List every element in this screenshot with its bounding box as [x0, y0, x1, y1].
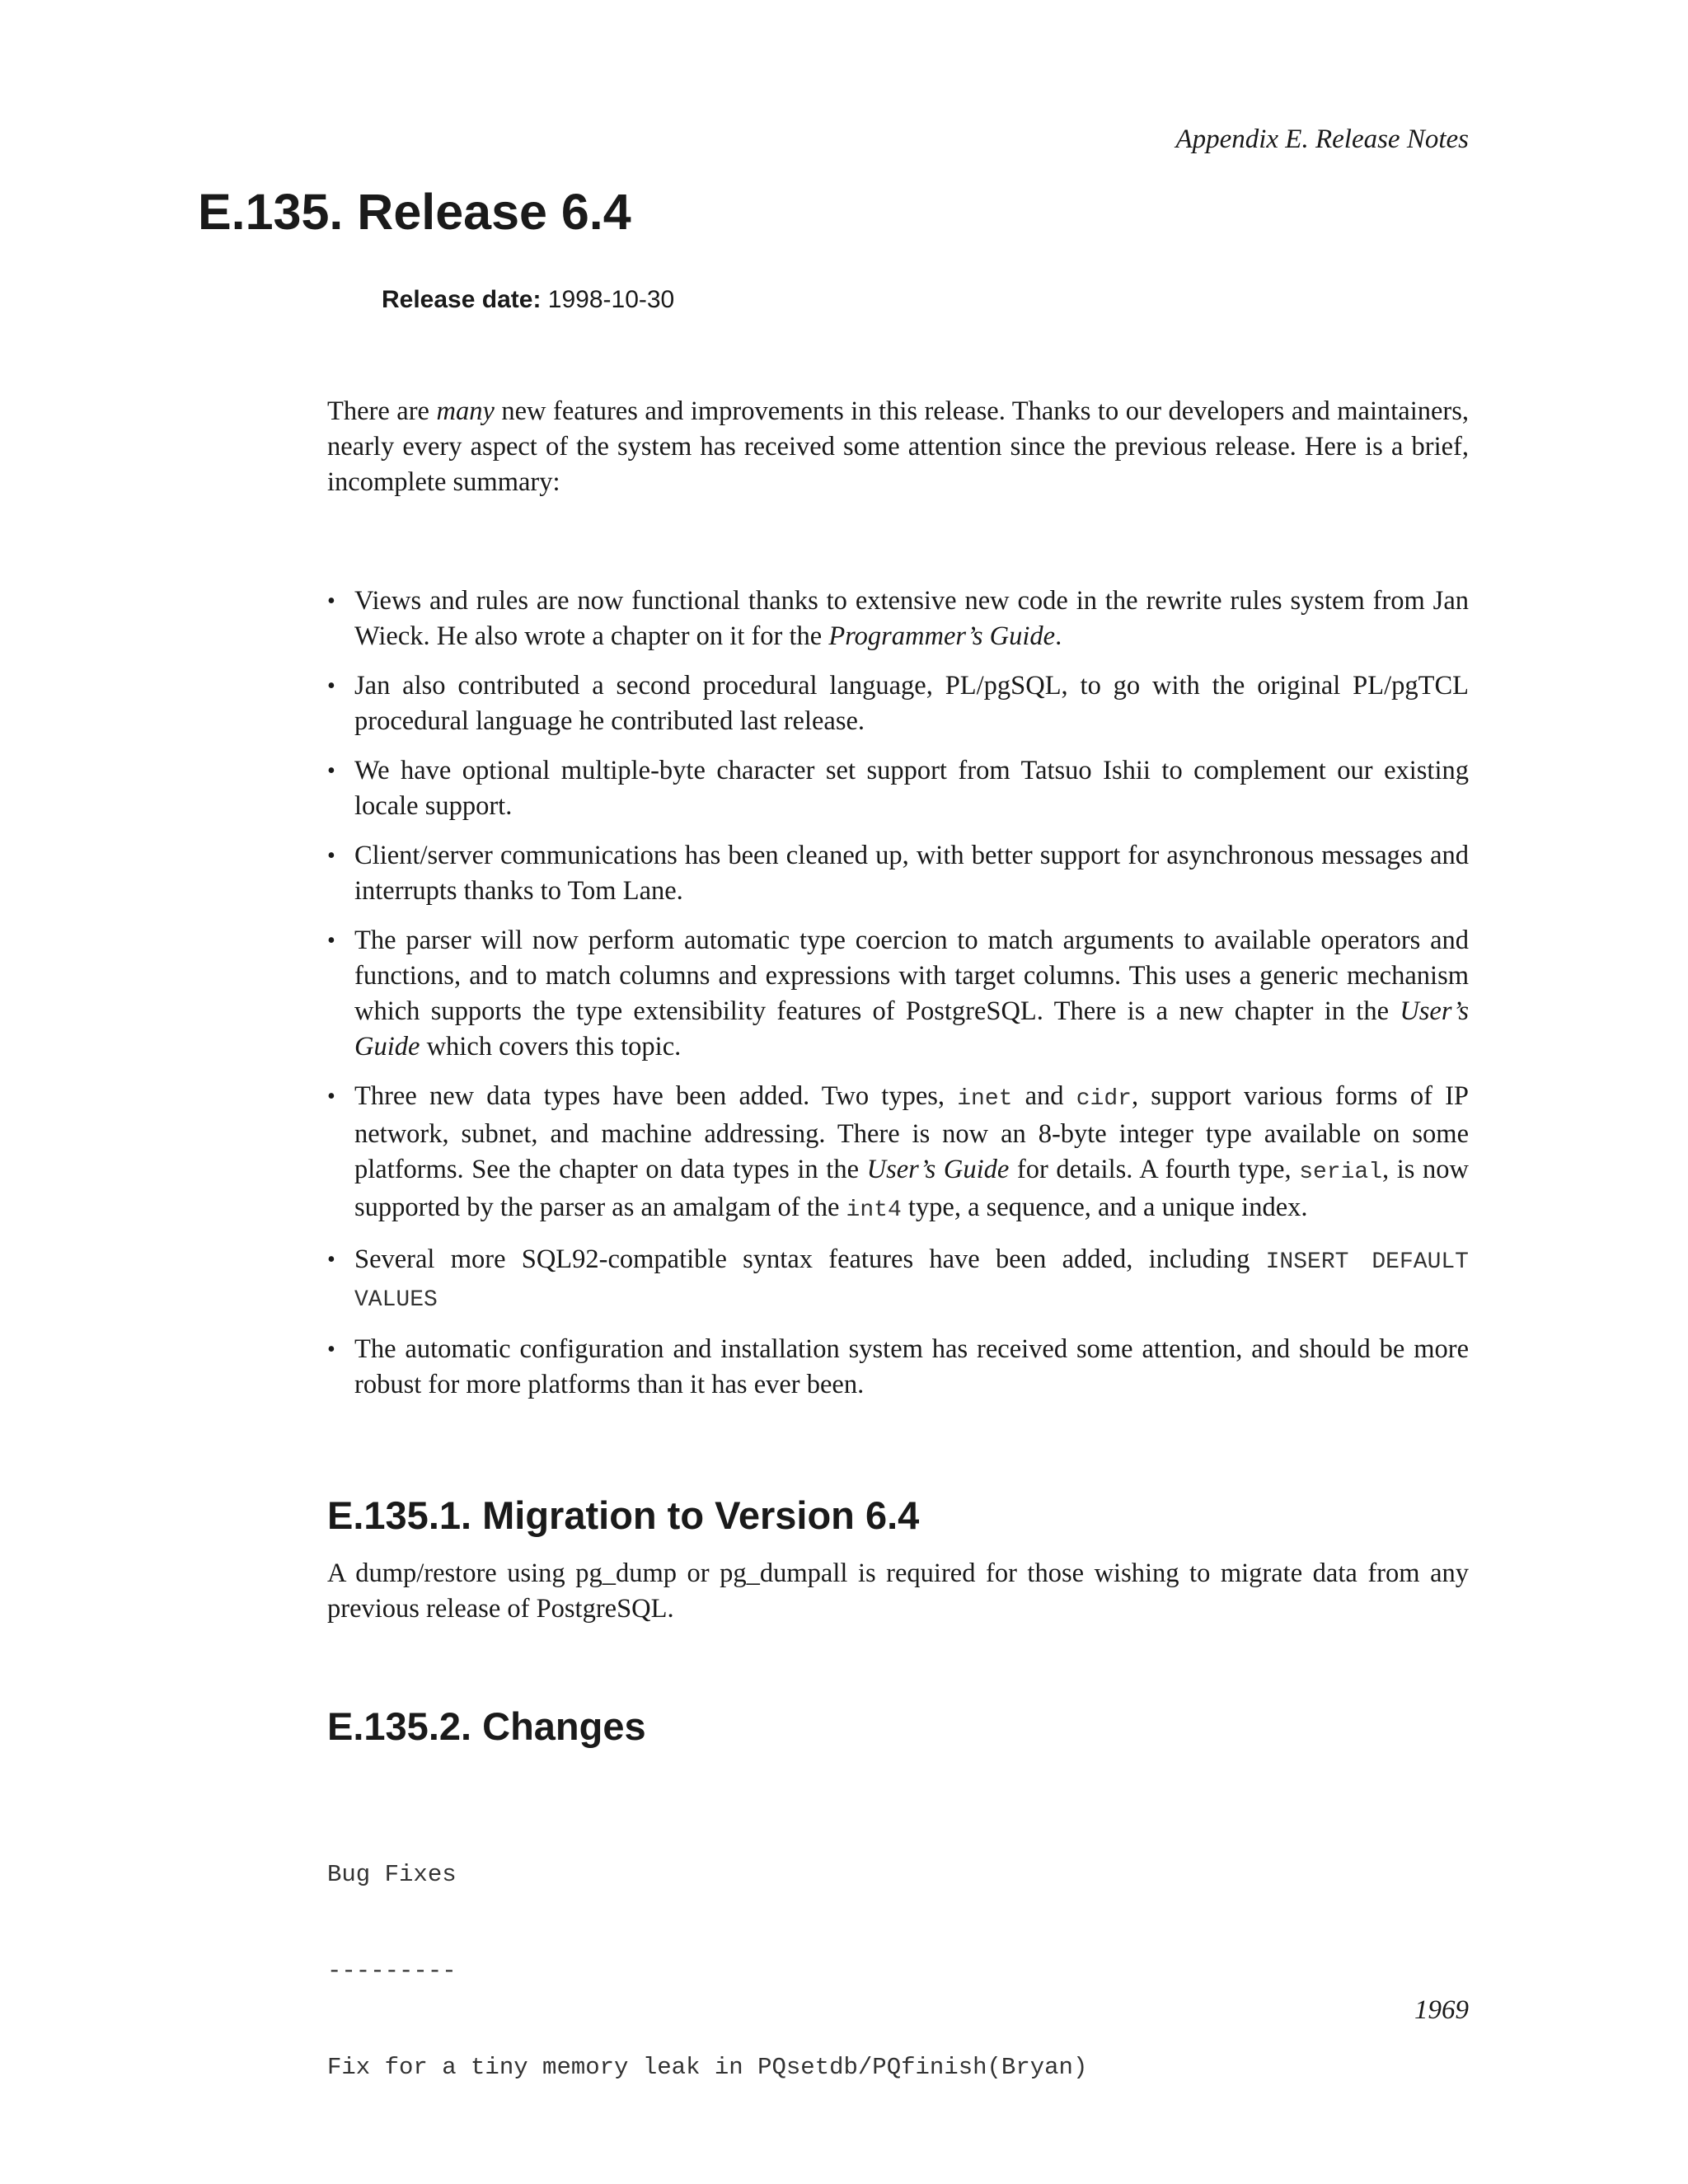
- code-int4: int4: [846, 1197, 902, 1223]
- migration-section-title: E.135.1. Migration to Version 6.4: [327, 1493, 920, 1537]
- intro-text-end: new features and improvements in this release. Thanks to our developers and maintainers, nearly every aspect of the system has received some attention since the previous release. Here is a brief, incomplete summary:: [327, 396, 1469, 497]
- list-item-text: We have optional multiple-byte character set support from Tatsuo Ishii to complement our existing locale support.: [354, 756, 1469, 821]
- code-inet: inet: [957, 1086, 1013, 1112]
- list-item: [327, 753, 1469, 824]
- changes-line: ---------: [327, 1957, 457, 1985]
- bullet-icon: •: [327, 1337, 335, 1362]
- release-date-label: Release date:: [382, 286, 542, 313]
- list-item: [327, 1242, 1469, 1318]
- list-item: [327, 838, 1469, 909]
- list-item: [327, 1332, 1469, 1403]
- list-item-text: , is now supported by the parser as an amalgam of the: [354, 1155, 1469, 1222]
- intro-text-start: There are: [327, 396, 437, 426]
- bullet-icon: •: [327, 928, 335, 954]
- list-item: [327, 1079, 1469, 1228]
- chapter-title: E.135. Release 6.4: [198, 184, 631, 240]
- list-item: [327, 583, 1469, 654]
- page-number: 1969: [1414, 1995, 1469, 2025]
- programmers-guide-ref: Programmer’s Guide: [828, 621, 1056, 651]
- running-header: Appendix E. Release Notes: [1175, 124, 1469, 154]
- list-item: [327, 923, 1469, 1065]
- bullet-icon: •: [327, 673, 335, 699]
- list-item-text: Jan also contributed a second procedural language, PL/pgSQL, to go with the original PL/pgTCL procedural language he contributed last release.: [354, 671, 1469, 736]
- list-item-text: , support various forms of IP network, subnet, and machine addressing. There is now an 8-byte integer type available on some platforms. See the chapter on data types in the: [354, 1081, 1469, 1184]
- list-item-text: The automatic configuration and installation system has received some attention, and should be more robust for more platforms than it has ever been.: [354, 1334, 1469, 1399]
- code-cidr: cidr: [1076, 1086, 1132, 1112]
- changes-section-title: E.135.2. Changes: [327, 1704, 646, 1748]
- users-guide-ref: User’s Guide: [866, 1155, 1010, 1184]
- list-item-text: .: [1055, 621, 1062, 651]
- changes-listing: [327, 1794, 1087, 2116]
- list-item-text: The parser will now perform automatic type coercion to match arguments to available operators and functions, and to match columns and expressions with target columns. This uses a generic mechanism which supports the type extensibility features of PostgreSQL. There is a new chapter in the: [354, 926, 1469, 1026]
- users-guide-ref: User’s Guide: [354, 996, 1469, 1062]
- list-item: [327, 668, 1469, 739]
- list-item-text: type, a sequence, and a unique index.: [901, 1193, 1308, 1222]
- release-date-value: 1998-10-30: [547, 286, 675, 313]
- list-item-text: Three new data types have been added. Two types,: [354, 1081, 958, 1111]
- bullet-icon: •: [327, 758, 335, 784]
- list-item-text: Several more SQL92-compatible syntax features have been added, including: [354, 1244, 1266, 1274]
- bullet-icon: •: [327, 843, 335, 869]
- list-item-text: Client/server communications has been cleaned up, with better support for asynchronous messages and interrupts thanks to Tom Lane.: [354, 841, 1469, 906]
- list-item-text: Views and rules are now functional thanks to extensive new code in the rewrite rules system from Jan Wieck. He also wrote a chapter on it for the: [354, 586, 1469, 651]
- list-item-text: for details. A fourth type,: [1009, 1155, 1300, 1184]
- migration-paragraph: [327, 1556, 1469, 1627]
- changes-line: Fix for a tiny memory leak in PQsetdb/PQfinish(Bryan): [327, 2054, 1088, 2081]
- migration-text: A dump/restore using pg_dump or pg_dumpall is required for those wishing to migrate data from any previous release of PostgreSQL.: [327, 1558, 1469, 1624]
- code-insert-default-values: INSERT DEFAULT VALUES: [354, 1249, 1469, 1313]
- changes-line: Bug Fixes: [327, 1861, 457, 1888]
- release-date: [382, 285, 674, 315]
- bullet-icon: •: [327, 1247, 335, 1272]
- bullet-icon: •: [327, 588, 335, 614]
- code-serial: serial: [1299, 1160, 1383, 1185]
- bullet-icon: •: [327, 1084, 335, 1109]
- feature-list: [327, 583, 1469, 1417]
- list-item-text: and: [1012, 1081, 1076, 1111]
- intro-paragraph: [327, 394, 1469, 500]
- list-item-text: which covers this topic.: [420, 1032, 682, 1062]
- intro-emphasis: many: [436, 396, 495, 426]
